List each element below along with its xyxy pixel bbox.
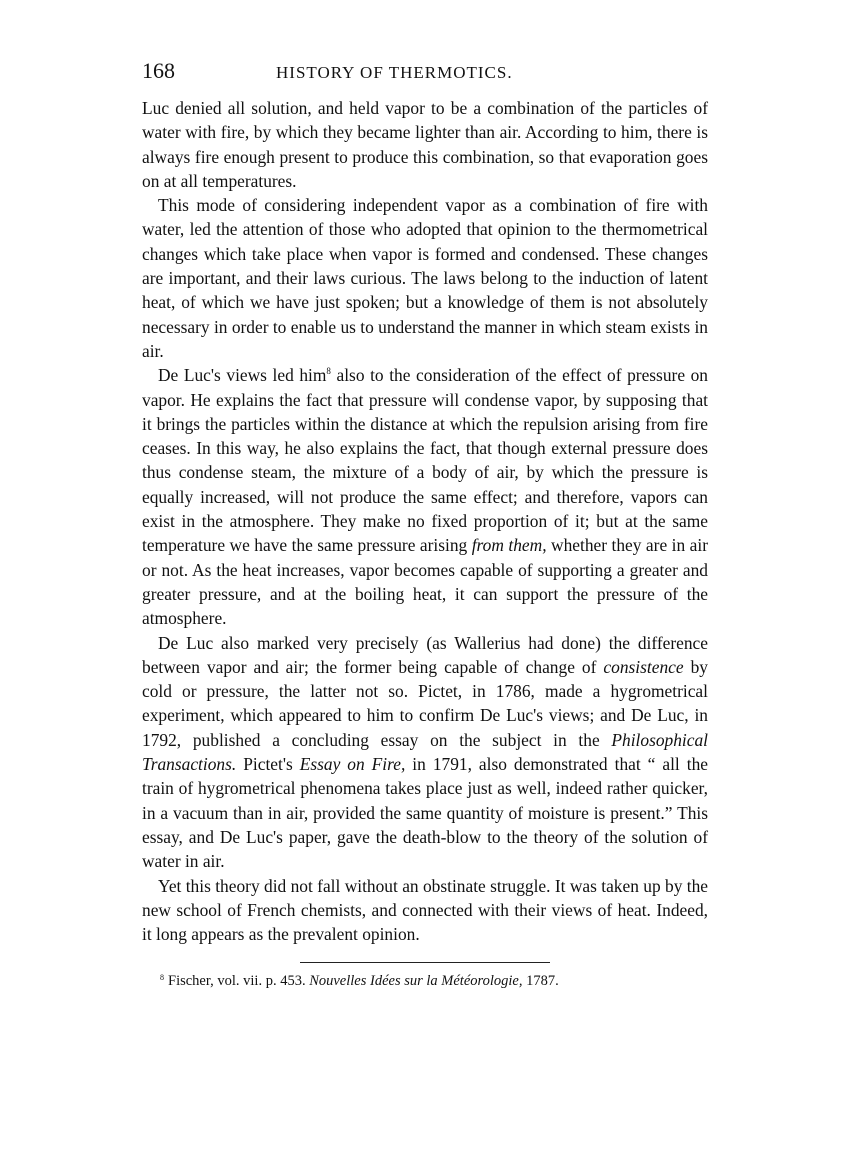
text-run: De Luc's views led him bbox=[158, 365, 327, 386]
running-head bbox=[142, 58, 708, 88]
text-run: De Luc also marked very precisely (as Wallerius had done) the difference between vapor and air; the former being capable of change of bbox=[142, 632, 708, 677]
text-run: in 1791, also demonstrated that “ all the train of hygrometrical phenomena takes place just as well, indeed rather quicker, in a vacuum than in air, provided the same quantity of moisture is present.” This essay, and De Luc's paper, gave the death-blow to the theory of the solution of water in air. bbox=[142, 754, 708, 872]
italic-text: Nouvelles Idées sur la Météorologie, bbox=[309, 973, 523, 990]
italic-text: Philosophical Transactions. bbox=[142, 729, 708, 775]
running-title: HISTORY OF THERMOTICS. bbox=[276, 63, 513, 82]
footnote bbox=[160, 973, 708, 990]
paragraph bbox=[142, 96, 708, 193]
italic-text: Essay on Fire, bbox=[299, 754, 406, 775]
paragraph bbox=[142, 193, 708, 363]
paragraph bbox=[142, 631, 708, 874]
text-run: Fischer, vol. vii. p. 453. bbox=[168, 973, 310, 990]
text-run: Luc denied all solution, and held vapor to be a combination of the particles of water with fire, by which they became lighter than air. According to him, there is always fire enough present to produce this combination, so that evaporation goes on at all temperatures. bbox=[142, 98, 708, 191]
text-run: This mode of considering independent vapor as a combination of fire with water, led the attention of those who adopted that opinion to the thermometrical changes which take place when vapor is formed and condensed. These changes are important, and their laws curious. The laws belong to the induction of latent heat, of which we have just spoken; but a knowledge of them is not absolutely necessary in order to enable us to understand the manner in which steam exists in air. bbox=[142, 195, 709, 361]
book-page bbox=[142, 58, 708, 990]
text-run: Pictet's bbox=[236, 754, 300, 775]
footnote-divider bbox=[300, 962, 550, 963]
footnote-marker: 8 bbox=[160, 972, 164, 982]
italic-text: consistence bbox=[603, 656, 684, 677]
paragraph bbox=[142, 363, 708, 630]
body-text bbox=[142, 96, 708, 946]
text-run: 1787. bbox=[522, 973, 559, 990]
text-run: by cold or pressure, the latter not so. Pictet, in 1786, made a hygrometrical experiment, which appeared to him to confirm De Luc's views; and De Luc, in 1792, published a concluding essay on the subject in the bbox=[142, 656, 708, 750]
text-run: Yet this theory did not fall without an obstinate struggle. It was taken up by the new school of French chemists, and connected with their views of heat. Indeed, it long appears as the prevalent opinion. bbox=[142, 875, 708, 945]
footnote-reference: 8 bbox=[326, 366, 331, 377]
footnote-text bbox=[168, 973, 559, 989]
italic-text: from them, bbox=[471, 535, 547, 556]
page-number: 168 bbox=[142, 58, 175, 83]
paragraph bbox=[142, 874, 708, 947]
text-run: also to the consideration of the effect of pressure on vapor. He explains the fact that pressure will condense vapor, by supposing that it brings the particles within the distance at which the repulsion arising from fire ceases. In this way, he also explains the fact, that though external pressure does thus condense steam, the mixture of a body of air, by which the pressure is equally increased, will not produce the same effect; and therefore, vapors can exist in the atmosphere. They make no fixed proportion of it; but at the same temperature we have the same pressure arising bbox=[142, 365, 709, 556]
text-run: whether they are in air or not. As the heat increases, vapor becomes capable of supporting a greater and greater pressure, and at the boiling heat, it can support the pressure of the atmosphere. bbox=[142, 535, 708, 629]
